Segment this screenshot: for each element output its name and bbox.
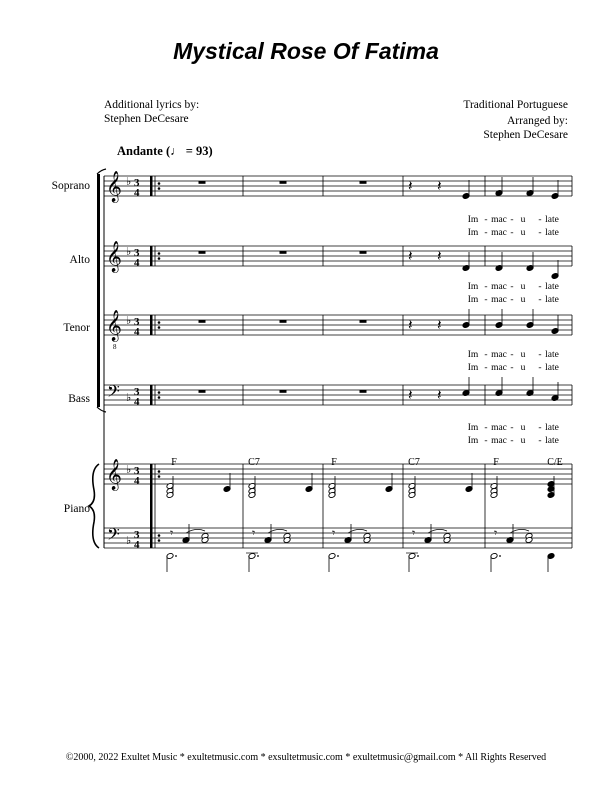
bass-lyric-v2: - [484, 436, 488, 446]
eighth-rest-icon: 𝄾 [170, 526, 174, 540]
tenor-lyric-v2: Im [467, 363, 479, 373]
soprano-lyric-v1: u [520, 215, 526, 225]
tenor-lyric-v1: - [484, 350, 488, 360]
time-signature-numerator: 3 [134, 316, 140, 328]
eighth-rest-icon: 𝄾 [332, 526, 336, 540]
soprano-lyric-v1: - [484, 215, 488, 225]
whole-rest [199, 251, 206, 254]
dot [337, 555, 339, 557]
eighth-rest-icon: 𝄾 [252, 526, 256, 540]
alto-lyric-v1: - [484, 282, 488, 292]
time-signature-denominator: 4 [134, 396, 140, 408]
dot [257, 555, 259, 557]
dot [417, 555, 419, 557]
time-signature-denominator: 4 [134, 187, 140, 199]
repeat-dot [158, 470, 161, 473]
repeat-dot [158, 257, 161, 260]
tenor-lyric-v2: mac [491, 363, 507, 373]
soprano-lyric-v1: late [545, 215, 559, 225]
bass-lyric-v1: late [545, 423, 559, 433]
quarter-rest-icon: 𝄽 [437, 386, 442, 404]
repeat-dot [158, 539, 161, 542]
bracket-bottom [97, 407, 106, 412]
soprano-lyric-v1: mac [491, 215, 507, 225]
tenor-lyric-v1: late [545, 350, 559, 360]
chord-symbol: F [171, 457, 177, 468]
bass-lyric-v1: - [538, 423, 542, 433]
bass-lyric-v2: - [538, 436, 542, 446]
whole-rest [199, 181, 206, 184]
choir-bracket [97, 174, 100, 407]
chord-symbol: F [493, 457, 499, 468]
alto-lyric-v1: - [538, 282, 542, 292]
whole-rest [280, 320, 287, 323]
treble-clef-icon: 𝄞 [106, 241, 122, 272]
tenor-lyric-v1: u [520, 350, 526, 360]
repeat-dot [158, 391, 161, 394]
flat-icon: ♭ [126, 463, 132, 476]
soprano-lyric-v2: - [538, 228, 542, 238]
eighth-rest-icon: 𝄾 [412, 526, 416, 540]
instrument-label-soprano: Soprano [51, 180, 90, 192]
bass-lyric-v1: - [510, 423, 514, 433]
chord-symbol: F [331, 457, 337, 468]
quarter-rest-icon: 𝄽 [437, 316, 442, 334]
soprano-lyric-v2: - [510, 228, 514, 238]
soprano-lyric-v2: u [520, 228, 526, 238]
repeat-dot [158, 182, 161, 185]
flat-icon: ♭ [126, 175, 132, 188]
quarter-rest-icon: 𝄽 [437, 247, 442, 265]
quarter-rest-icon: 𝄽 [408, 177, 413, 195]
lyrics-author: Stephen DeCesare [104, 113, 189, 125]
instrument-label-bass: Bass [68, 393, 90, 405]
flat-icon: ♭ [126, 314, 132, 327]
whole-rest [199, 390, 206, 393]
eighth-rest-icon: 𝄾 [494, 526, 498, 540]
repeat-dot [158, 396, 161, 399]
treble-clef-icon: 𝄞 [106, 459, 122, 490]
tenor-lyric-v1: Im [467, 350, 479, 360]
soprano-lyric-v1: Im [467, 215, 479, 225]
bass-lyric-v1: mac [491, 423, 507, 433]
whole-rest [360, 390, 367, 393]
source-label: Traditional Portuguese [463, 99, 568, 111]
quarter-note-icon: ♩ [170, 144, 183, 158]
flat-icon: ♭ [126, 245, 132, 258]
quarter-rest-icon: 𝄽 [408, 247, 413, 265]
flat-icon: ♭ [126, 391, 132, 404]
dot [175, 555, 177, 557]
bass-lyric-v2: late [545, 436, 559, 446]
piece-title: Mystical Rose Of Fatima [173, 38, 439, 64]
lyrics-label: Additional lyrics by: [104, 99, 200, 111]
repeat-dot [158, 321, 161, 324]
repeat-dot [158, 326, 161, 329]
time-signature-numerator: 3 [134, 529, 140, 541]
repeat-thick-bar [150, 315, 153, 335]
alto-lyric-v2: late [545, 295, 559, 305]
tenor-lyric-v2: - [510, 363, 514, 373]
tenor-lyric-v1: - [538, 350, 542, 360]
tenor-lyric-v2: u [520, 363, 526, 373]
time-signature-denominator: 4 [134, 257, 140, 269]
repeat-dot [158, 475, 161, 478]
alto-lyric-v1: Im [467, 282, 479, 292]
repeat-dot [158, 187, 161, 190]
repeat-thick-bar [150, 484, 153, 528]
time-signature-denominator: 4 [134, 326, 140, 338]
repeat-thick-bar [150, 464, 153, 484]
repeat-thick-bar [150, 385, 153, 405]
time-signature-numerator: 3 [134, 465, 140, 477]
tenor-lyric-v1: - [510, 350, 514, 360]
bass-lyric-v2: mac [491, 436, 507, 446]
alto-lyric-v1: late [545, 282, 559, 292]
bass-lyric-v2: - [510, 436, 514, 446]
quarter-rest-icon: 𝄽 [437, 177, 442, 195]
whole-rest [280, 251, 287, 254]
soprano-lyric-v1: - [510, 215, 514, 225]
quarter-rest-icon: 𝄽 [408, 386, 413, 404]
bass-clef-icon: 𝄢 [107, 381, 120, 405]
copyright-footer: ©2000, 2022 Exultet Music * exultetmusic.com * exsultetmusic.com * exultetmusic@gmail.com * All Rights Reserved [65, 752, 547, 763]
soprano-lyric-v2: Im [467, 228, 479, 238]
time-signature-numerator: 3 [134, 386, 140, 398]
bass-lyric-v2: Im [467, 436, 479, 446]
whole-rest [360, 320, 367, 323]
arranger-name: Stephen DeCesare [483, 129, 568, 141]
chord-symbol: C7 [248, 457, 260, 468]
time-signature-denominator: 4 [134, 475, 140, 487]
arranged-label: Arranged by: [507, 115, 568, 127]
alto-lyric-v2: - [510, 295, 514, 305]
alto-lyric-v2: mac [491, 295, 507, 305]
repeat-dot [158, 534, 161, 537]
chord-symbol: C/E [547, 457, 563, 468]
repeat-thick-bar [150, 528, 153, 548]
alto-lyric-v2: Im [467, 295, 479, 305]
repeat-thick-bar [150, 246, 153, 266]
quarter-rest-icon: 𝄽 [408, 316, 413, 334]
time-signature-numerator: 3 [134, 247, 140, 259]
piano-brace [89, 464, 99, 548]
tenor-lyric-v2: late [545, 363, 559, 373]
instrument-label-alto: Alto [69, 254, 90, 266]
octave-marker: 8 [113, 343, 117, 351]
bass-lyric-v1: Im [467, 423, 479, 433]
instrument-label-piano: Piano [63, 503, 90, 515]
time-signature-numerator: 3 [134, 177, 140, 189]
repeat-thick-bar [150, 176, 153, 196]
whole-rest [280, 181, 287, 184]
alto-lyric-v1: mac [491, 282, 507, 292]
alto-lyric-v2: - [484, 295, 488, 305]
soprano-lyric-v2: - [484, 228, 488, 238]
alto-lyric-v2: - [538, 295, 542, 305]
soprano-lyric-v2: late [545, 228, 559, 238]
tenor-lyric-v1: mac [491, 350, 507, 360]
treble-clef-icon: 𝄞 [106, 310, 122, 341]
soprano-lyric-v2: mac [491, 228, 507, 238]
whole-rest [199, 320, 206, 323]
tempo-suffix: = 93) [182, 144, 213, 158]
alto-lyric-v2: u [520, 295, 526, 305]
chord-symbol: C7 [408, 457, 420, 468]
whole-rest [280, 390, 287, 393]
bass-lyric-v1: u [520, 423, 526, 433]
soprano-lyric-v1: - [538, 215, 542, 225]
alto-lyric-v1: u [520, 282, 526, 292]
tenor-lyric-v2: - [484, 363, 488, 373]
flat-icon: ♭ [126, 534, 132, 547]
instrument-label-tenor: Tenor [63, 322, 90, 334]
dot [499, 555, 501, 557]
time-signature-denominator: 4 [134, 539, 140, 551]
bass-lyric-v1: - [484, 423, 488, 433]
repeat-dot [158, 252, 161, 255]
tenor-lyric-v2: - [538, 363, 542, 373]
alto-lyric-v1: - [510, 282, 514, 292]
bass-clef-icon: 𝄢 [107, 524, 120, 548]
bass-lyric-v2: u [520, 436, 526, 446]
whole-rest [360, 251, 367, 254]
treble-clef-icon: 𝄞 [106, 171, 122, 202]
bracket-top [97, 169, 106, 174]
whole-rest [360, 181, 367, 184]
tempo-prefix: Andante ( [117, 144, 171, 158]
